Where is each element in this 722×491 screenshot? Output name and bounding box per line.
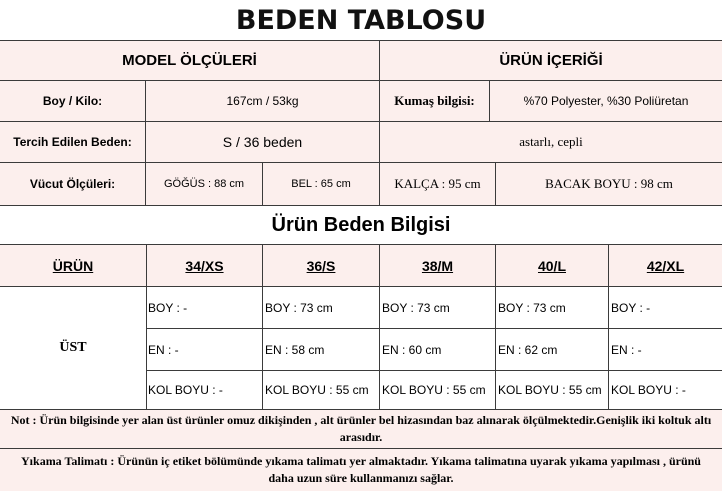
size-cell: BOY : 73 cm — [498, 300, 566, 315]
preferred-size-value: S / 36 beden — [222, 134, 303, 150]
size-cell: EN : 58 cm — [265, 342, 325, 357]
column-header-34-xs: 34/XS — [185, 257, 224, 274]
size-cell: KOL BOYU : 55 cm — [382, 383, 486, 397]
body-measurements-label: Vücut Ölçüleri: — [29, 177, 116, 191]
size-cell: KOL BOYU : 55 cm — [265, 383, 369, 397]
column-header-38-m: 38/M — [421, 257, 454, 274]
column-header-product: ÜRÜN — [52, 257, 94, 274]
size-info-title: Ürün Beden Bilgisi — [271, 213, 451, 236]
waist-measurement: BEL : 65 cm — [291, 178, 351, 190]
size-cell: KOL BOYU : 55 cm — [498, 383, 602, 397]
column-header-42-xl: 42/XL — [646, 257, 685, 274]
product-content-header: ÜRÜN İÇERİĞİ — [499, 52, 603, 69]
chest-measurement: GÖĞÜS : 88 cm — [163, 178, 245, 190]
height-weight-label: Boy / Kilo: — [42, 94, 103, 108]
size-cell: EN : - — [611, 342, 642, 357]
page-title: BEDEN TABLOSU — [235, 4, 487, 36]
leg-measurement: BACAK BOYU : 98 cm — [545, 176, 673, 191]
size-cell: BOY : - — [611, 300, 651, 315]
column-header-36-s: 36/S — [306, 257, 336, 274]
size-cell: KOL BOYU : - — [611, 383, 686, 397]
fabric-label: Kumaş bilgisi: — [394, 93, 475, 108]
size-cell: EN : 60 cm — [382, 342, 442, 357]
size-cell: EN : - — [148, 342, 179, 357]
size-cell: BOY : 73 cm — [382, 300, 450, 315]
measurement-note: Not : Ürün bilgisinde yer alan üst ürünler omuz dikişinden , alt ürünler bel hizasından baz alınarak ölçülmektedir.Genişlik iki koltuk altı arasıdır. — [10, 413, 712, 444]
hip-measurement: KALÇA : 95 cm — [394, 176, 481, 191]
model-measurements-header: MODEL ÖLÇÜLERİ — [122, 52, 257, 69]
preferred-size-label: Tercih Edilen Beden: — [13, 135, 132, 149]
column-header-40-l: 40/L — [537, 257, 566, 274]
fabric-value: %70 Polyester, %30 Poliüretan — [523, 94, 689, 108]
size-cell: EN : 62 cm — [498, 342, 558, 357]
washing-instructions: Yıkama Talimatı : Ürünün iç etiket bölümünde yıkama talimatı yer almaktadır. Yıkama talimatına uyarak yıkama yapılması , ürünü daha uzun süre kullanmanızı sağlar. — [21, 454, 701, 485]
size-cell: BOY : - — [148, 300, 188, 315]
size-cell: BOY : 73 cm — [265, 300, 333, 315]
top-garment-row-label: ÜST — [59, 340, 87, 355]
product-features: astarlı, cepli — [519, 134, 583, 149]
height-weight-value: 167cm / 53kg — [226, 94, 299, 108]
size-cell: KOL BOYU : - — [148, 383, 223, 397]
